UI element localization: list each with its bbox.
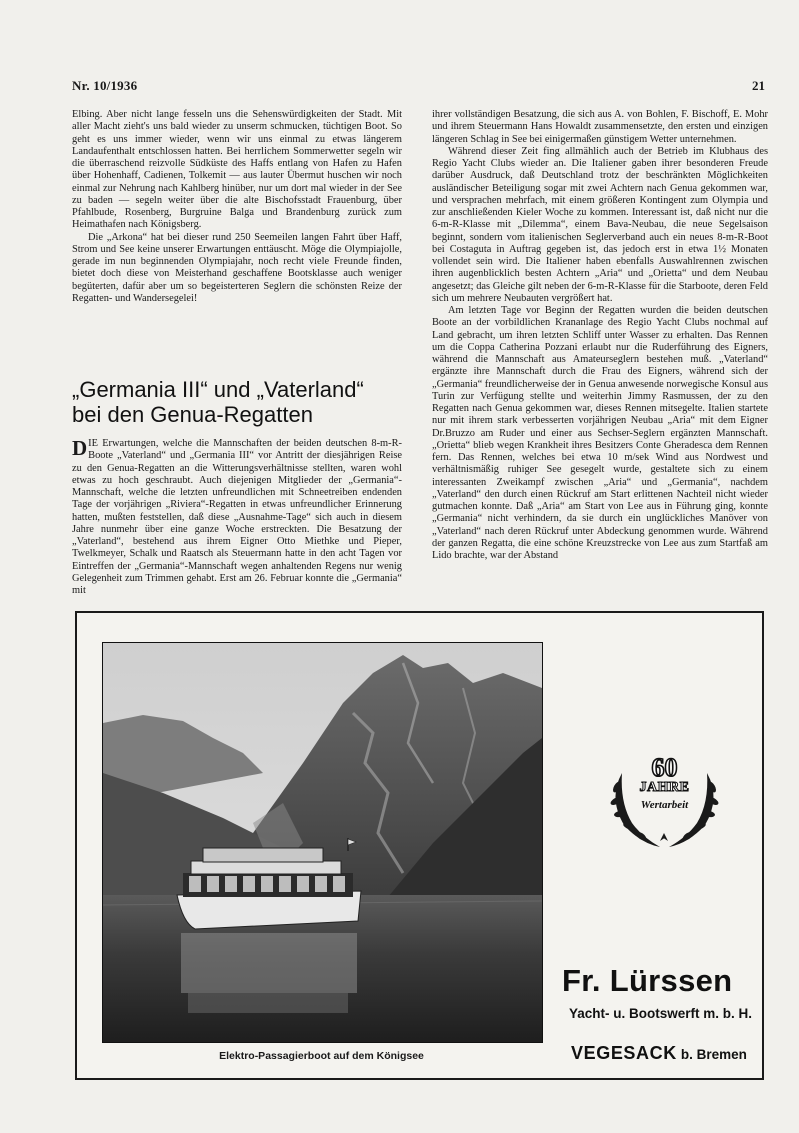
company-city-suffix: b. Bremen	[680, 1047, 747, 1062]
paragraph: Die „Arkona“ hat bei dieser rund 250 Seemeilen langen Fahrt über Haff, Strom und See keine unserer Erwartungen enttäuscht. Möge die Olympiajolle, gerade im nun beginnenden Olympiajahr, noch recht viele Freunde finden, bietet doch diese von Meisterhand geschaffene Bootsklasse auch weniger begüterten, dafür aber um so begeisterteren Seglern die schönsten Reize der Regatten- und Wandersegelei!	[72, 231, 402, 304]
article-first-paragraph	[72, 438, 402, 597]
article-title	[72, 377, 402, 427]
company-location	[571, 1043, 771, 1064]
photo-caption: Elektro-Passagierboot auf dem Königsee	[219, 1050, 424, 1062]
advertisement	[75, 611, 764, 1080]
article-title-line-1: „Germania III“ und „Vaterland“	[72, 377, 364, 402]
boat-reflection	[181, 933, 357, 1013]
article-title-line-2: bei den Genua-Regatten	[72, 402, 313, 427]
paragraph: Am letzten Tage vor Beginn der Regatten wurden die beiden deutschen Boote an der vorbildlichen Krananlage des Regio Yacht Clubs nochmal auf Land gebracht, um ihren letzten Schliff unter Wasser zu erhalten. Das Rennen um die Coppa Catherina Pozzani erlaubt nur die Ruderführung des Eigners, während die Mannschaft aus Amateurseglern bestehen muß. „Vaterland“ ergänzte ihre Mannschaft durch die Frau des Eigners, während sich der „Germania“ freundlicherweise der in Genua anwesende norwegische Konsul aus Turin zur Verfügung stellte und weiterhin Jimmy Rasmussen, der zu den Regatten nach Genua gekommen war, dieses Rennen mitsegelte. Italien startete nur mit ihrem stark verbesserten vorjährigen Neubau „Aria“ mit dem Eigner Dr.Bruzzo am Ruder und einer aus Sechser-Seglern ergänzten Mannschaft. „Orietta“ blieb wegen Krankheit ihres Besitzers Conte Gheradesca dem Rennen fern. Das Rennen, welches bei etwa 10 m/sek Wind aus Nordwest und verhältnismäßig ruhiger See gesegelt wurde, gestaltete sich zu einem interessanten Zweikampf zwischen „Aria“ und „Germania“, nachdem „Vaterland“ den durch einen Rückruf am Start erlittenen Nachteil nicht wieder gutmachen konnte. Daß „Aria“ am Start von Lee aus in Führung ging, konnte „Germania“ nicht verhindern, da sie durch ein unglückliches Manöver von „Vaterland“ nach deren Rückruf unter Abdeckung genommen wurde. Während der ganzen Regatta, die eine schöne Kreuzstrecke von Lee aus zum Startfaß am Lido brachte, war der Abstand	[432, 305, 768, 561]
jubilee-word: JAHRE	[639, 780, 690, 795]
lake-boat-photo-image	[103, 643, 542, 1042]
company-city: VEGESACK	[571, 1043, 677, 1063]
drop-cap: D	[72, 438, 88, 460]
paragraph-text: IE Erwartungen, welche die Mannschaften der beiden deutschen 8-m-R-Boote „Vaterland“ und „Germania III“ vor Antritt der diesjährigen Reise zu den Genua-Regatten an die Witterungsverhältnisse stellten, waren wohl etwas zu hoch geschraubt. Auch diejenigen Mitglieder der „Germania“-Mannschaft, welche die letzten unfreundlichen mit Schneetreiben endenden Tage der vorjährigen „Riviera“-Regatten in etwas unfreundlicher Erinnerung hatten, mußten feststellen, daß diese „Ausnahme-Tage“ sich auch in diesem Jahre nunmehr über eine ganze Woche erstreckten. Die Besatzung der „Vaterland“, bestehend aus ihrem Eigner Otto Miethke und Pieper, Twelkmeyer, Schalk und Raatsch als Steuermann hatte in den acht Tagen vor Eintreffen der „Germania“-Mannschaft wegen anhaltenden Regens nur wenig Gelegenheit zum Trimmen gehabt. Erst am 26. Februar konnte die „Germania“ mit	[72, 438, 402, 596]
jubilee-subtitle: Wertarbeit	[640, 799, 689, 811]
company-type: Yacht- u. Bootswerft m. b. H.	[569, 1006, 753, 1021]
jubilee-emblem	[602, 753, 727, 853]
issue-number: Nr. 10/1936	[72, 78, 138, 93]
left-column-bottom	[72, 438, 402, 598]
jubilee-number: 60	[651, 753, 678, 782]
boat-photo	[102, 642, 543, 1043]
company-name: Fr. Lürssen	[562, 963, 733, 998]
paragraph: ihrer vollständigen Besatzung, die sich aus A. von Bohlen, F. Bischoff, E. Mohr und ihrem Steuermann Hans Howaldt zusammensetzte, den ersten und einzigen längeren Schlag in See bei einigermaßen günstigem Wetter unternehmen.	[432, 109, 768, 145]
right-column	[432, 109, 768, 595]
left-column-top	[72, 109, 402, 305]
page-number: 21	[752, 78, 765, 93]
paragraph: Elbing. Aber nicht lange fesseln uns die Sehenswürdigkeiten der Stadt. Mit aller Macht zieht's uns bald wieder zu unserm schmucken, tüchtigen Boot. So geht es uns immer wieder, wenn wir uns einmal zu etwas längerem Landaufenthalt entschlossen hatten. Bei herrlichem Sommerwetter segeln wir die überraschend reizvolle Südküste des Haffs entlang von Hafen zu Hafen über Hohenhaff, Cadienen, Tolkemit — aus lauter Übermut huschen wir noch einmal zur Nehrung nach Kahlberg hinüber, nur um dort mal wieder in der See zu baden — segeln weiter über die alte Bischofsstadt Frauenburg, über Pfahlbude, Rosenberg, Burgruine Balga und Brandenburg zurück zum Heimathafen nach Königsberg.	[72, 109, 402, 231]
paragraph: Während dieser Zeit fing allmählich auch der Betrieb im Klubhaus des Regio Yacht Clubs wieder an. Die Italiener gaben ihrer besonderen Freude darüber Ausdruck, daß Deutschland trotz der beschränkten Möglichkeiten ausländischer Beteiligung sogar mit zwei Achtern nach Genua gekommen war, und versprachen mehrfach, mit einem größeren Kontingent zum Olympia und zur anschließenden Kieler Woche zu kommen. Interessant ist, daß nicht nur die 6-m-R-Klasse mit „Dilemma“, einem Bava-Neubau, die neue Segelsaison beginnt, sondern vom italienischen Seglerverband auch ein neues 8-m-R-Boot bei Costaguta in Auftrag gegeben ist, das jedoch erst in etwa 1½ Monaten vollendet sein wird. Die Italiener haben ebenfalls Auswahlrennen zwischen ihren augenblicklich besten Achtern „Aria“ und „Orietta“ und dem Neubau angesetzt; das Gleiche gilt neben der 6-m-R-Klasse für die Starboote, deren Feld sich um mehrere Neubauten vergrößert hat.	[432, 145, 768, 304]
